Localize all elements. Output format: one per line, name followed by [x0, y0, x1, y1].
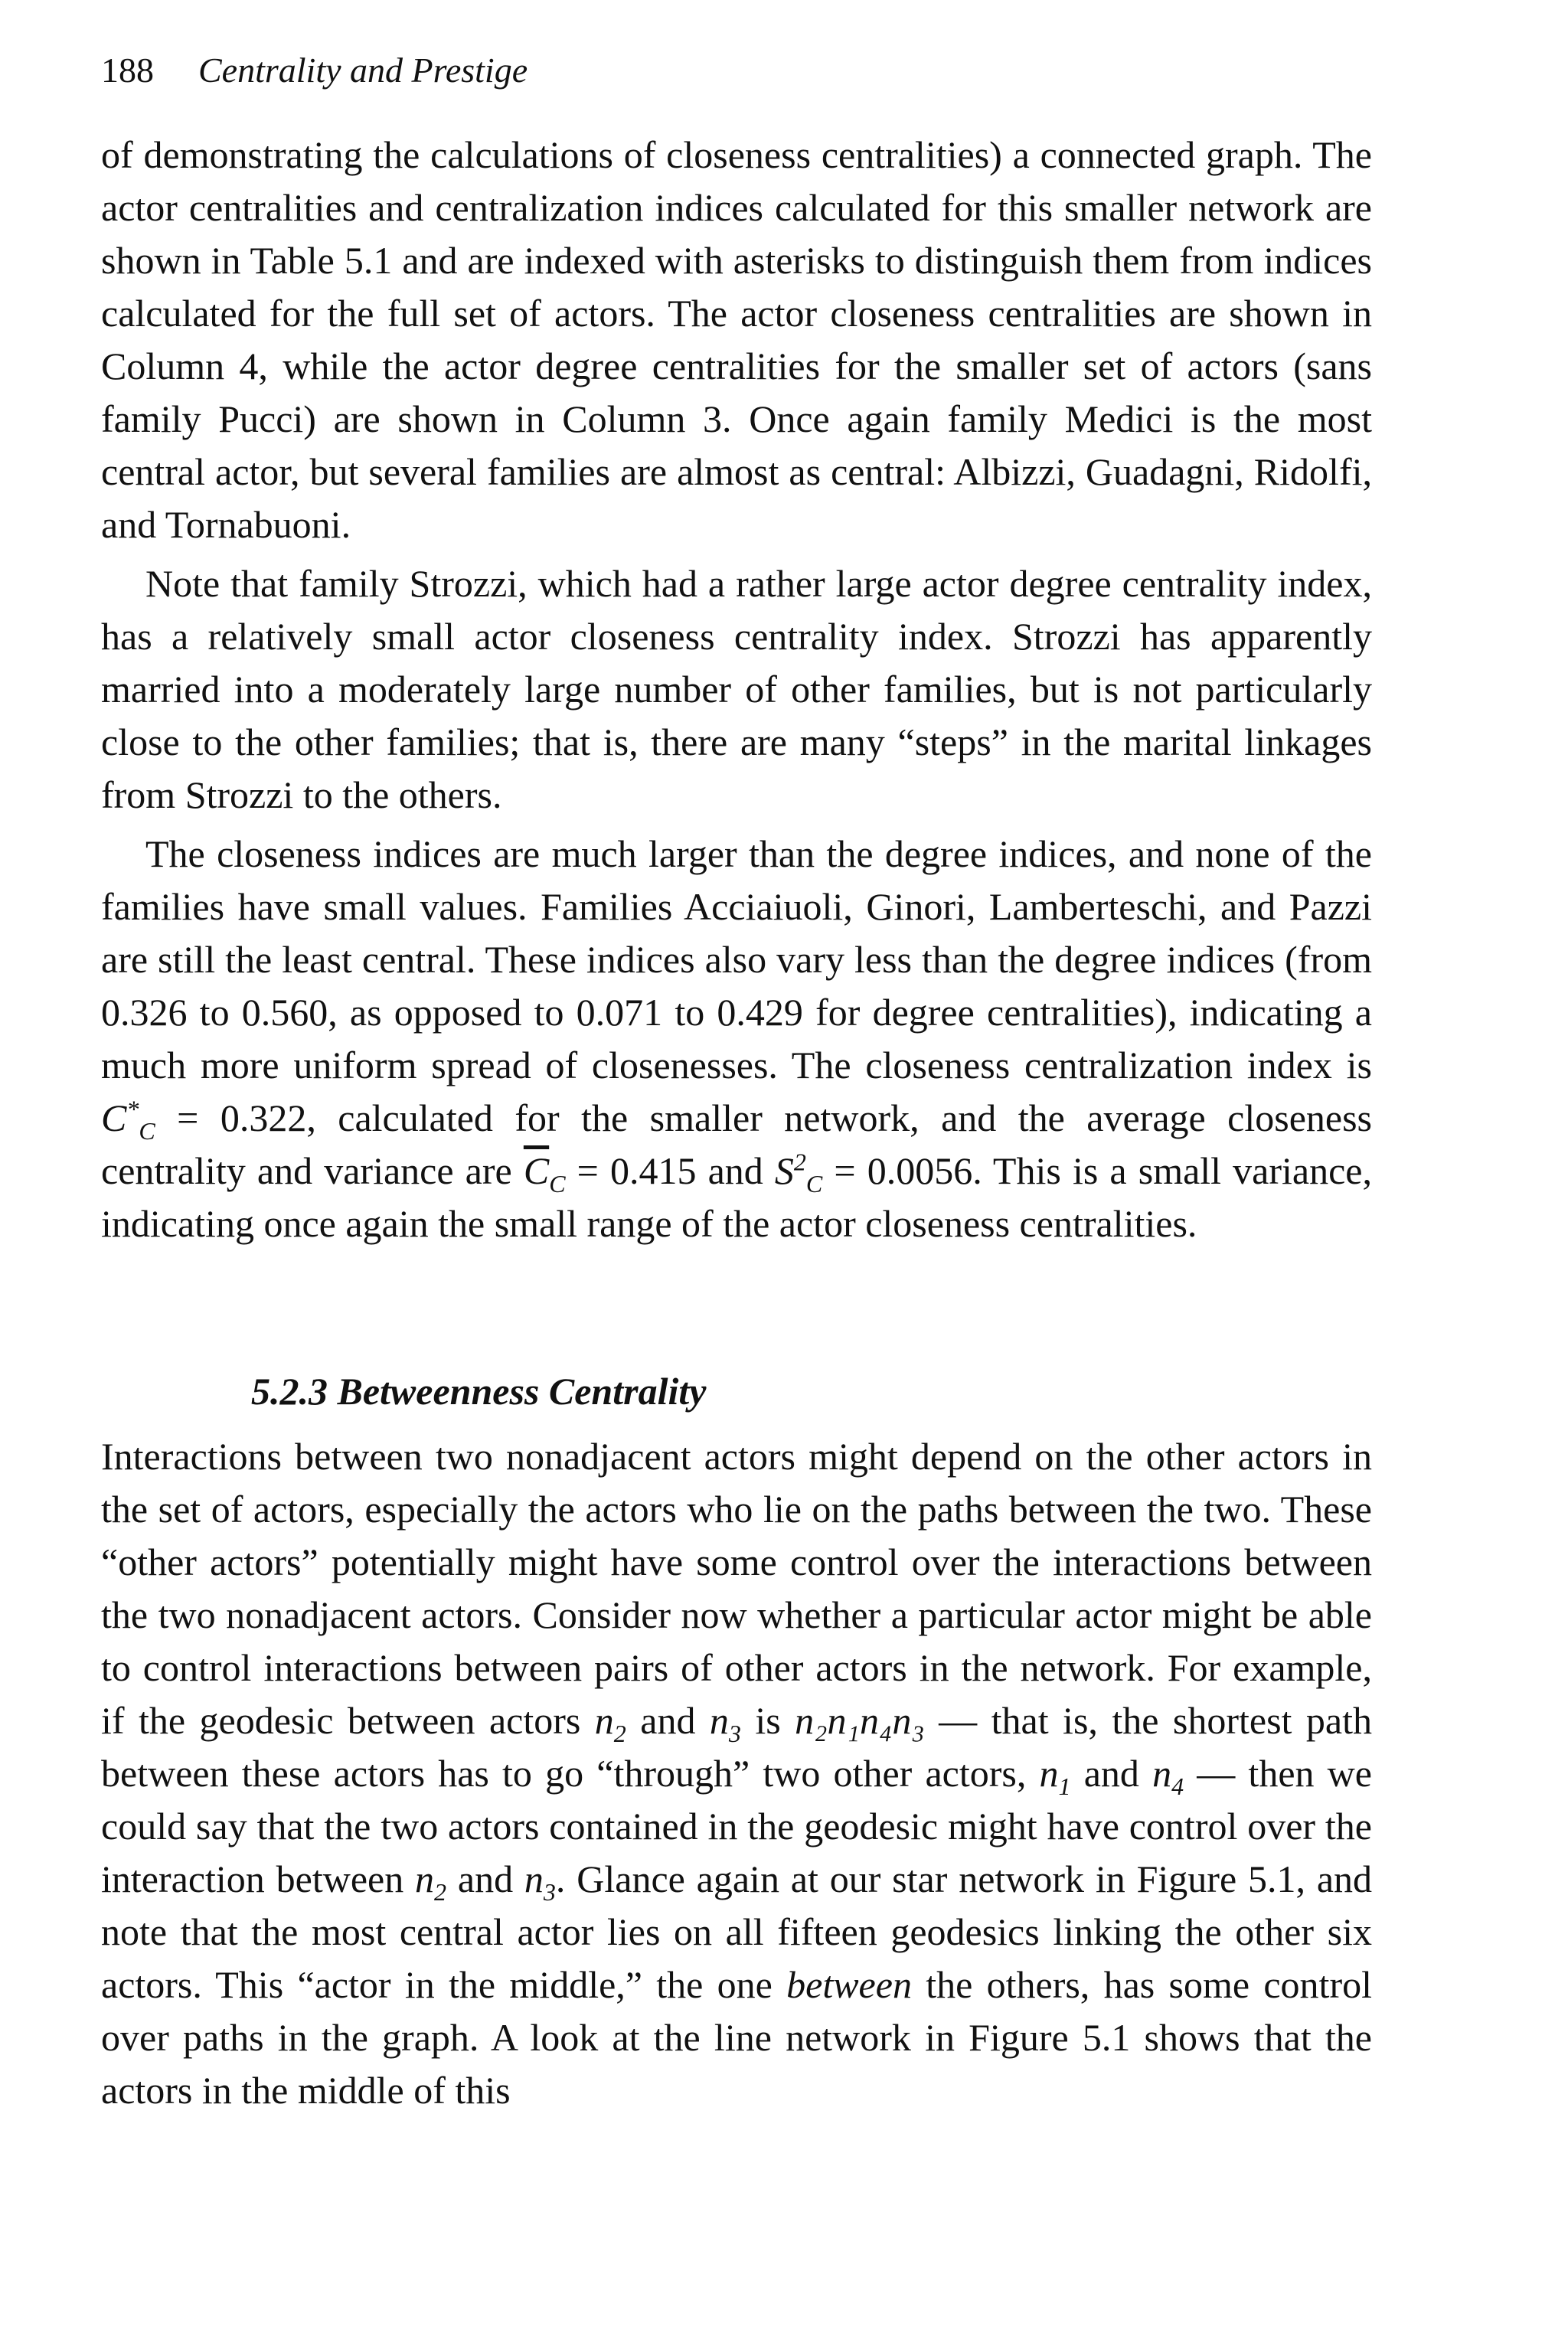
- text-run: and: [446, 1857, 524, 1900]
- section-title: Betweenness Centrality: [337, 1370, 707, 1413]
- paragraph-closeness-indices: [101, 828, 1372, 1250]
- text-run: and: [1070, 1752, 1153, 1795]
- text-run: , calculated for the smaller network, and the average closeness centrality and variance are: [101, 1096, 1373, 1192]
- running-title: Centrality and Prestige: [198, 51, 528, 90]
- paragraph-strozzi: Note that family Strozzi, which had a rather large actor degree centrality index, has a relatively small actor closeness centrality index. Strozzi has apparently married into a moderately large number of other families, but is not particularly close to the other families; that is, there are many “steps” in the marital linkages from Strozzi to the others.: [101, 562, 1372, 816]
- page-number: 188: [101, 51, 154, 90]
- emphasis-between: between: [786, 1963, 912, 2006]
- section-number: 5.2.3: [251, 1370, 328, 1413]
- text-run: . Glance again at our star network in Figure 5.1, and note that the most central actor lies on all fifteen geodesics linking the other six actors. This “actor in the middle,” the one: [101, 1857, 1373, 2006]
- actor-n3: $n_3$: [709, 1699, 741, 1747]
- page-header: [101, 47, 528, 93]
- geodesic-path: n₂n₁n₄n₃: [795, 1699, 925, 1742]
- text-run: and: [626, 1699, 710, 1742]
- paragraph-betweenness: [101, 1430, 1372, 2117]
- actor-n2: $n_2$: [594, 1699, 626, 1747]
- paragraph-continuation: of demonstrating the calculations of closeness centralities) a connected graph. The actor centralities and centralization indices calculated for this smaller network are shown in Table 5.1 and are indexed with asterisks to distinguish them from indices calculated for the full set of actors. The actor closeness centralities are shown in Column 4, while the actor degree centralities for the smaller set of actors (sans family Pucci) are shown in Column 3. Once again family Medici is the most central actor, but several families are almost as central: Albizzi, Guadagni, Ridolfi, and Tornabuoni.: [101, 133, 1372, 546]
- closeness-centralization-formula: $C^*_C = 0.322$: [101, 1095, 307, 1145]
- body-text: [101, 129, 1372, 2123]
- text-run: — then we could say that the two actors contained in the geodesic might have control over the interaction between: [101, 1752, 1372, 1900]
- variance-formula: $S^2_C = 0.0056$: [774, 1148, 973, 1197]
- text-run: the others, has some control over paths in the graph. A look at the line network in Figure 5.1 shows that the actors in the middle of this: [101, 1963, 1372, 2112]
- text-run: and: [696, 1149, 775, 1192]
- actor-n2: $n_2$: [415, 1857, 447, 1906]
- text-run: Interactions between two nonadjacent actors might depend on the other actors in the set of actors, especially the actors who lie on the paths between the two. These “other actors” potentially might have some control over the interactions between the two nonadjacent actors. Consider now whether a particular actor might be able to control interactions between pairs of other actors in the network. For example, if the geodesic between actors: [101, 1435, 1372, 1742]
- actor-n1: $n_1$: [1039, 1752, 1071, 1800]
- text-run: . This is a small variance, indicating once again the small range of the actor closeness centralities.: [101, 1149, 1372, 1245]
- actor-n4: $n_4$: [1152, 1752, 1184, 1800]
- text-run: is: [740, 1699, 795, 1742]
- average-closeness-formula: $\overline{C}_C = 0.415$: [523, 1149, 697, 1197]
- text-run: The closeness indices are much larger than the degree indices, and none of the families have small values. Families Acciaiuoli, Ginori, Lamberteschi, and Pazzi are still the least central. These indices also vary less than the degree indices (from 0.326 to 0.560, as opposed to 0.071 to 0.429 for degree centralities), indicating a much more uniform spread of closenesses. The closeness centralization index is: [101, 832, 1372, 1086]
- actor-n3: $n_3$: [524, 1857, 556, 1906]
- text-run: — that is, the shortest path between these actors has to go “through” two other actors,: [101, 1699, 1372, 1795]
- section-heading: [101, 1365, 1372, 1418]
